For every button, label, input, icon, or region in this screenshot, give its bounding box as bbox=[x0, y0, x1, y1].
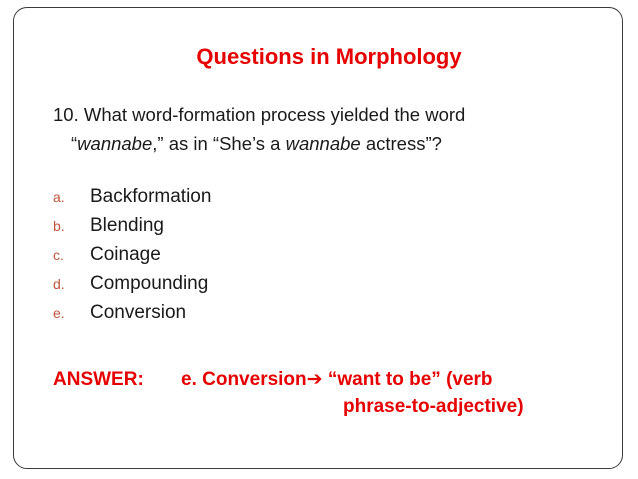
option-text: Coinage bbox=[90, 244, 161, 265]
slide-title: Questions in Morphology bbox=[196, 44, 462, 69]
option-d bbox=[53, 273, 211, 302]
answer-choice: e. Conversion bbox=[181, 369, 307, 390]
option-e bbox=[53, 302, 211, 331]
open-quote: “ bbox=[71, 133, 78, 154]
question-line-1: 10. What word-formation process yielded the word bbox=[53, 104, 466, 125]
option-a bbox=[53, 186, 211, 215]
question-close-text: actress”? bbox=[360, 133, 442, 154]
option-letter: a. bbox=[53, 189, 65, 205]
term-wannabe: wannabe bbox=[77, 133, 153, 154]
arrow-right-icon: ➔ bbox=[306, 369, 323, 390]
option-c bbox=[53, 244, 211, 273]
option-letter: b. bbox=[53, 218, 65, 234]
option-letter: e. bbox=[53, 305, 65, 321]
answer-explanation-line-1: “want to be” (verb bbox=[322, 369, 493, 390]
question-line-2 bbox=[53, 129, 573, 158]
option-letter: d. bbox=[53, 276, 65, 292]
option-text: Backformation bbox=[90, 186, 212, 207]
option-letter: c. bbox=[53, 247, 64, 263]
question-mid-text: ,” as in “She’s a bbox=[152, 133, 286, 154]
answer-label: ANSWER: bbox=[53, 369, 144, 390]
option-text: Blending bbox=[90, 215, 164, 236]
options-list bbox=[53, 186, 211, 331]
answer-body bbox=[181, 366, 493, 393]
option-text: Conversion bbox=[90, 302, 187, 323]
option-text: Compounding bbox=[90, 273, 209, 294]
answer-explanation-line-2: phrase-to-adjective) bbox=[343, 396, 524, 417]
option-b bbox=[53, 215, 211, 244]
term-wannabe-example: wannabe bbox=[285, 133, 361, 154]
question-text bbox=[53, 100, 573, 158]
